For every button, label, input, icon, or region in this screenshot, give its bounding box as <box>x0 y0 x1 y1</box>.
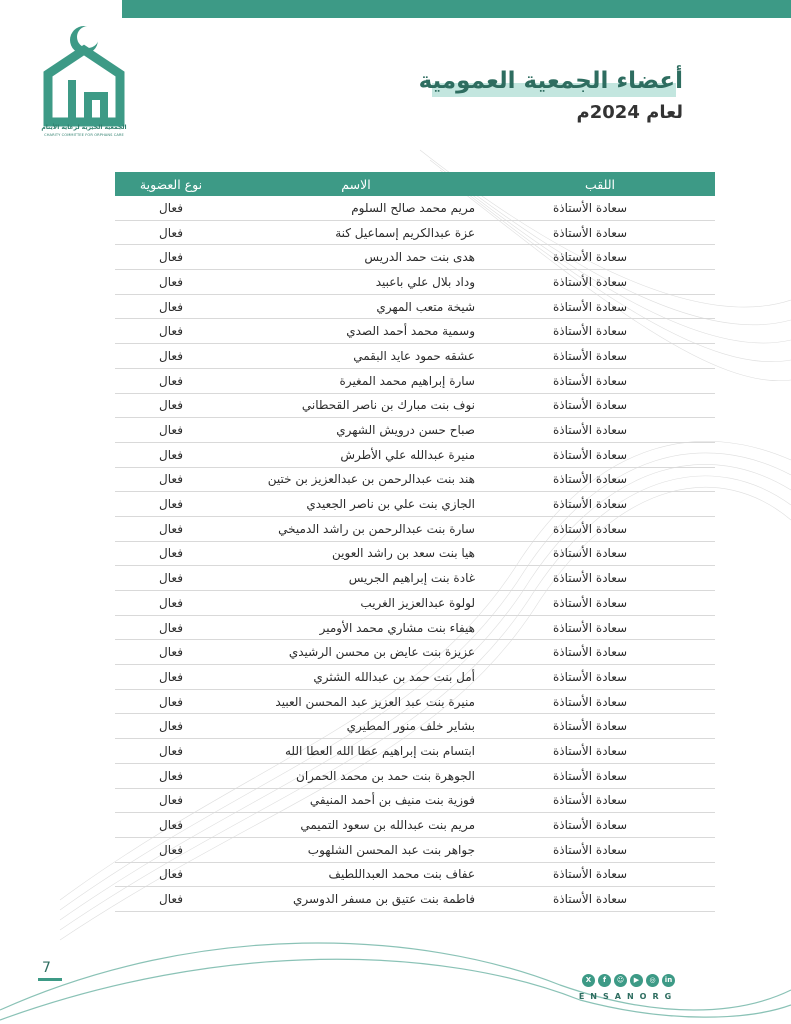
member-name-cell: منيرة عبدالله علي الأطرش <box>227 442 485 467</box>
page-title: أعضاء الجمعية العمومية <box>418 68 683 94</box>
members-table <box>115 172 715 912</box>
membership-type-cell: فعال <box>115 220 227 245</box>
membership-type-cell: فعال <box>115 344 227 369</box>
member-name-cell: نوف بنت مبارك بن ناصر القحطاني <box>227 393 485 418</box>
youtube-icon[interactable]: ▶ <box>630 974 643 987</box>
member-title-cell: سعادة الأستاذة <box>485 862 715 887</box>
membership-type-cell: فعال <box>115 837 227 862</box>
membership-type-cell: فعال <box>115 319 227 344</box>
page-subtitle: لعام 2024م <box>576 102 683 123</box>
member-name-cell: سارة إبراهيم محمد المغيرة <box>227 368 485 393</box>
membership-type-cell: فعال <box>115 689 227 714</box>
linkedin-icon[interactable]: in <box>662 974 675 987</box>
member-name-cell: لولوة عبدالعزيز الغريب <box>227 591 485 616</box>
page-number-underline <box>38 978 62 981</box>
table-row <box>115 196 715 220</box>
member-name-cell: مريم بنت عبدالله بن سعود التميمي <box>227 813 485 838</box>
membership-type-cell: فعال <box>115 665 227 690</box>
table-row <box>115 788 715 813</box>
member-title-cell: سعادة الأستاذة <box>485 418 715 443</box>
member-name-cell: الجوهرة بنت حمد بن محمد الحمران <box>227 763 485 788</box>
member-title-cell: سعادة الأستاذة <box>485 442 715 467</box>
membership-type-cell: فعال <box>115 813 227 838</box>
membership-type-cell: فعال <box>115 615 227 640</box>
x-icon[interactable]: X <box>582 974 595 987</box>
membership-type-cell: فعال <box>115 516 227 541</box>
membership-type-cell: فعال <box>115 467 227 492</box>
table-row <box>115 270 715 295</box>
table-row <box>115 566 715 591</box>
membership-type-cell: فعال <box>115 862 227 887</box>
membership-type-cell: فعال <box>115 763 227 788</box>
member-title-cell: سعادة الأستاذة <box>485 344 715 369</box>
membership-type-cell: فعال <box>115 418 227 443</box>
column-header-membership-type: نوع العضوية <box>115 172 227 196</box>
table-row <box>115 368 715 393</box>
table-row <box>115 615 715 640</box>
membership-type-cell: فعال <box>115 591 227 616</box>
membership-type-cell: فعال <box>115 739 227 764</box>
member-name-cell: هيفاء بنت مشاري محمد الأومير <box>227 615 485 640</box>
membership-type-cell: فعال <box>115 294 227 319</box>
table-row <box>115 714 715 739</box>
snapchat-icon[interactable]: ☺ <box>614 974 627 987</box>
organization-name-en: CHARITY COMMITTEE FOR ORPHANS CARE <box>44 133 124 137</box>
page-number: 7 <box>42 960 51 976</box>
table-row <box>115 393 715 418</box>
member-name-cell: شيخة متعب المهري <box>227 294 485 319</box>
member-name-cell: فوزية بنت منيف بن أحمد المنيفي <box>227 788 485 813</box>
member-name-cell: أمل بنت حمد بن عبدالله الشثري <box>227 665 485 690</box>
membership-type-cell: فعال <box>115 788 227 813</box>
social-icons <box>582 974 675 987</box>
member-name-cell: مريم محمد صالح السلوم <box>227 196 485 220</box>
column-header-title: اللقب <box>485 172 715 196</box>
member-name-cell: عزة عبدالكريم إسماعيل كنة <box>227 220 485 245</box>
membership-type-cell: فعال <box>115 887 227 912</box>
table-row <box>115 516 715 541</box>
member-name-cell: هيا بنت سعد بن راشد العوين <box>227 541 485 566</box>
membership-type-cell: فعال <box>115 640 227 665</box>
member-name-cell: فاطمة بنت عتيق بن مسفر الدوسري <box>227 887 485 912</box>
table-row <box>115 739 715 764</box>
instagram-icon[interactable]: ◎ <box>646 974 659 987</box>
member-title-cell: سعادة الأستاذة <box>485 813 715 838</box>
member-title-cell: سعادة الأستاذة <box>485 245 715 270</box>
member-title-cell: سعادة الأستاذة <box>485 368 715 393</box>
table-row <box>115 541 715 566</box>
table-row <box>115 492 715 517</box>
member-title-cell: سعادة الأستاذة <box>485 739 715 764</box>
table-row <box>115 763 715 788</box>
membership-type-cell: فعال <box>115 714 227 739</box>
member-name-cell: الجازي بنت علي بن ناصر الجعيدي <box>227 492 485 517</box>
member-title-cell: سعادة الأستاذة <box>485 837 715 862</box>
organization-name-ar: الجمعية الخيرية لرعاية الأيتام <box>41 124 127 131</box>
member-title-cell: سعادة الأستاذة <box>485 467 715 492</box>
member-name-cell: وسمية محمد أحمد الصدي <box>227 319 485 344</box>
member-title-cell: سعادة الأستاذة <box>485 516 715 541</box>
member-name-cell: عزيزة بنت عايض بن محسن الرشيدي <box>227 640 485 665</box>
member-title-cell: سعادة الأستاذة <box>485 640 715 665</box>
member-name-cell: عفاف بنت محمد العبداللطيف <box>227 862 485 887</box>
table-row <box>115 837 715 862</box>
member-title-cell: سعادة الأستاذة <box>485 393 715 418</box>
member-name-cell: وداد بلال علي باعبيد <box>227 270 485 295</box>
table-row <box>115 245 715 270</box>
member-title-cell: سعادة الأستاذة <box>485 689 715 714</box>
table-row <box>115 220 715 245</box>
member-title-cell: سعادة الأستاذة <box>485 196 715 220</box>
table-row <box>115 640 715 665</box>
table-row <box>115 862 715 887</box>
member-name-cell: صباح حسن درويش الشهري <box>227 418 485 443</box>
membership-type-cell: فعال <box>115 196 227 220</box>
member-title-cell: سعادة الأستاذة <box>485 541 715 566</box>
member-title-cell: سعادة الأستاذة <box>485 492 715 517</box>
table-row <box>115 665 715 690</box>
member-title-cell: سعادة الأستاذة <box>485 763 715 788</box>
members-table-body <box>115 196 715 911</box>
table-row <box>115 418 715 443</box>
table-row <box>115 591 715 616</box>
membership-type-cell: فعال <box>115 442 227 467</box>
membership-type-cell: فعال <box>115 368 227 393</box>
table-row <box>115 887 715 912</box>
membership-type-cell: فعال <box>115 566 227 591</box>
member-name-cell: غادة بنت إبراهيم الجريس <box>227 566 485 591</box>
member-title-cell: سعادة الأستاذة <box>485 319 715 344</box>
member-name-cell: هدى بنت حمد الدريس <box>227 245 485 270</box>
member-name-cell: هند بنت عبدالرحمن بن عبدالعزيز بن ختين <box>227 467 485 492</box>
social-handle: ENSANORG <box>578 992 678 1001</box>
membership-type-cell: فعال <box>115 393 227 418</box>
member-name-cell: منيرة بنت عبد العزيز عبد المحسن العبيد <box>227 689 485 714</box>
member-title-cell: سعادة الأستاذة <box>485 591 715 616</box>
table-row <box>115 344 715 369</box>
member-title-cell: سعادة الأستاذة <box>485 566 715 591</box>
member-name-cell: ابتسام بنت إبراهيم عطا الله العطا الله <box>227 739 485 764</box>
member-title-cell: سعادة الأستاذة <box>485 615 715 640</box>
member-name-cell: بشاير خلف منور المطيري <box>227 714 485 739</box>
member-name-cell: عشقه حمود عايد البقمي <box>227 344 485 369</box>
table-row <box>115 467 715 492</box>
member-title-cell: سعادة الأستاذة <box>485 270 715 295</box>
member-title-cell: سعادة الأستاذة <box>485 887 715 912</box>
membership-type-cell: فعال <box>115 245 227 270</box>
table-row <box>115 442 715 467</box>
member-name-cell: سارة بنت عبدالرحمن بن راشد الدميخي <box>227 516 485 541</box>
facebook-icon[interactable]: f <box>598 974 611 987</box>
membership-type-cell: فعال <box>115 541 227 566</box>
member-title-cell: سعادة الأستاذة <box>485 714 715 739</box>
table-header-row <box>115 172 715 196</box>
column-header-name: الاسم <box>227 172 485 196</box>
member-title-cell: سعادة الأستاذة <box>485 294 715 319</box>
membership-type-cell: فعال <box>115 270 227 295</box>
table-row <box>115 319 715 344</box>
table-row <box>115 813 715 838</box>
top-accent-bar <box>122 0 791 18</box>
table-row <box>115 689 715 714</box>
member-name-cell: جواهر بنت عبد المحسن الشلهوب <box>227 837 485 862</box>
member-title-cell: سعادة الأستاذة <box>485 788 715 813</box>
membership-type-cell: فعال <box>115 492 227 517</box>
member-title-cell: سعادة الأستاذة <box>485 220 715 245</box>
table-row <box>115 294 715 319</box>
member-title-cell: سعادة الأستاذة <box>485 665 715 690</box>
